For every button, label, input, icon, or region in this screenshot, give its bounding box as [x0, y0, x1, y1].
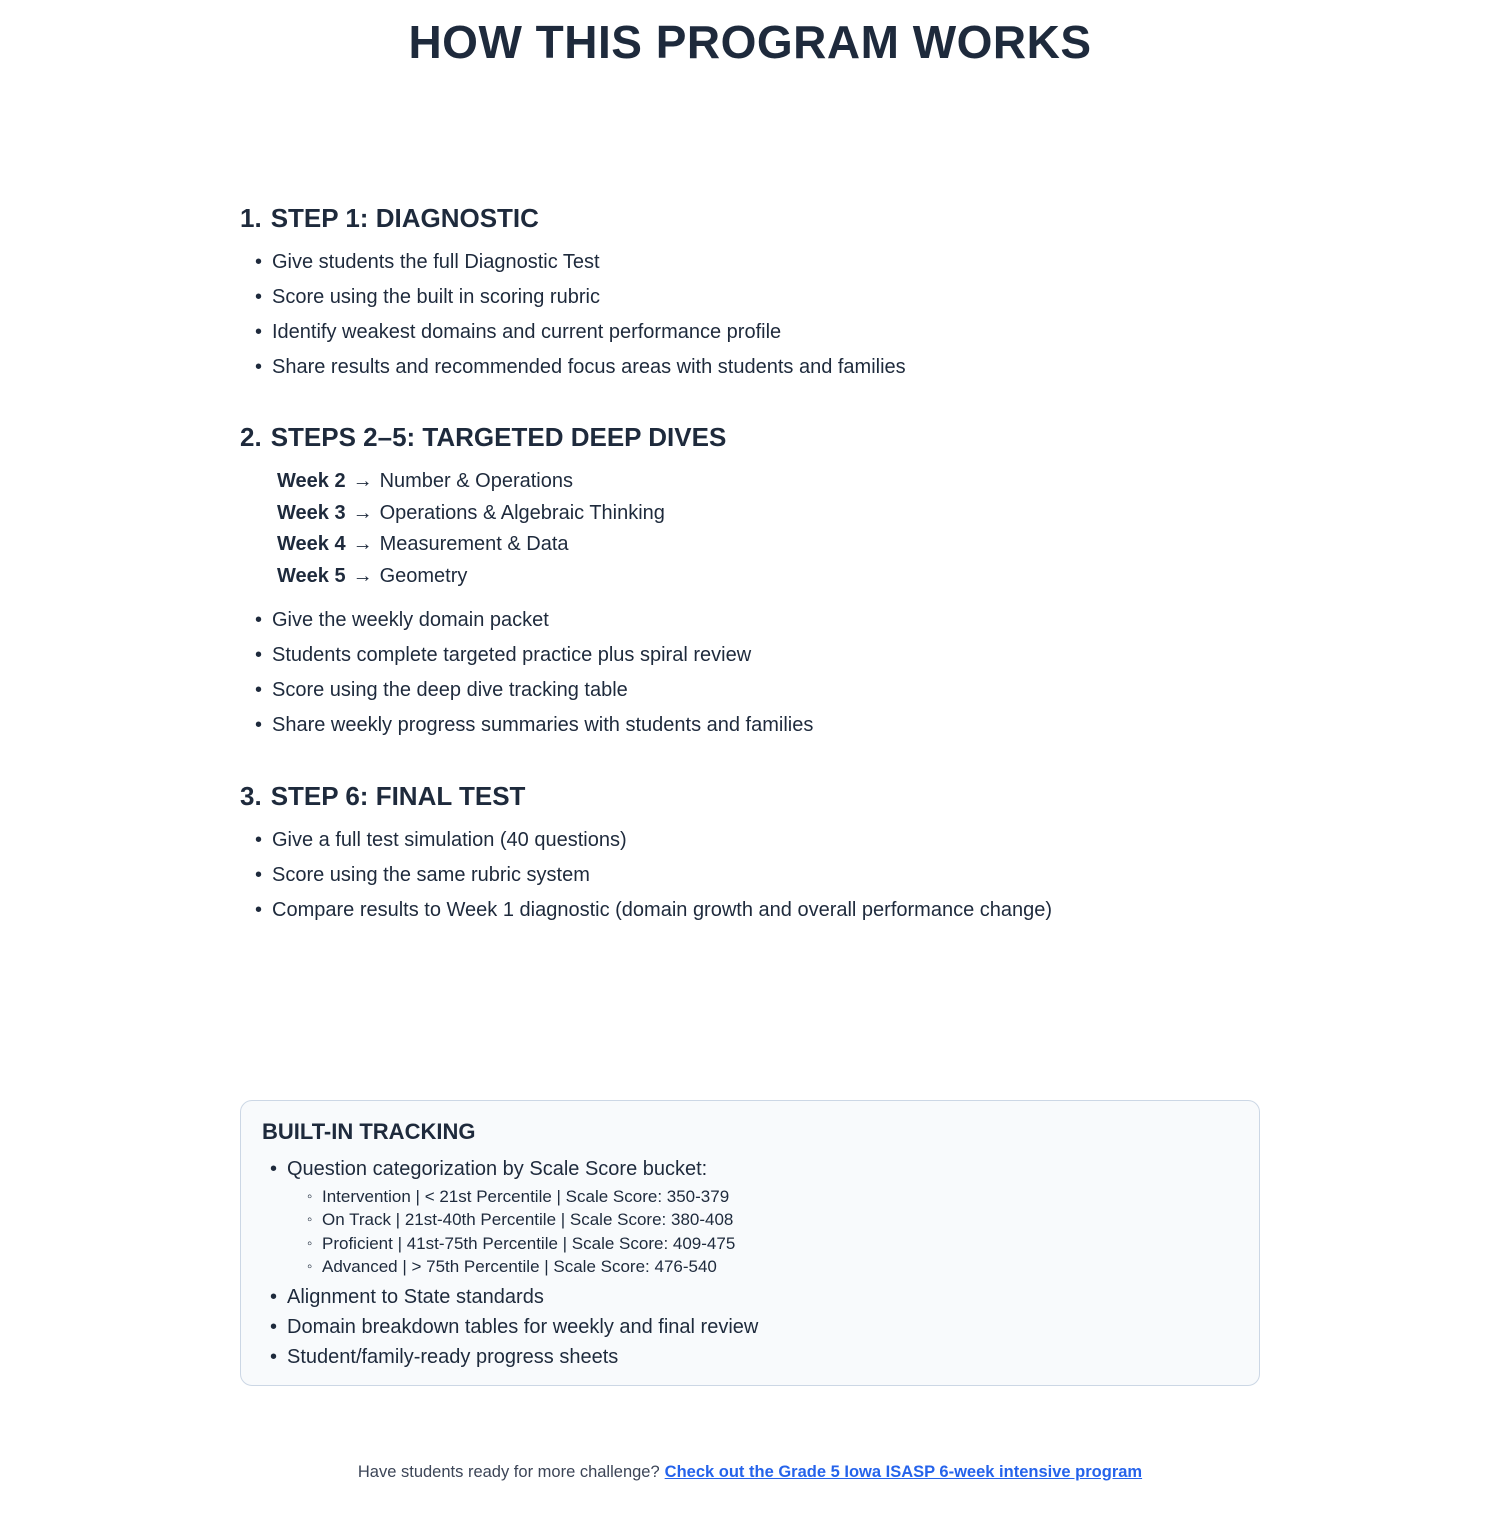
section-number: 2.: [240, 422, 262, 452]
section-heading-label: STEP 6: FINAL TEST: [270, 781, 526, 811]
week-label: Week 3: [277, 501, 346, 524]
section-steps-2-5-deep-dives: [240, 421, 1260, 743]
list-item: • Score using the deep dive tracking table: [255, 673, 1260, 708]
week-topic: Measurement & Data: [379, 533, 569, 555]
section-step-6-final-test: [240, 780, 1260, 928]
list-item: • Give students the full Diagnostic Test: [255, 245, 1260, 280]
arrow-right-icon: →: [352, 533, 373, 555]
list-item: • Student/family-ready progress sheets: [270, 1342, 1235, 1372]
bullet-list: [240, 603, 1260, 743]
section-step-1-diagnostic: [240, 202, 1260, 385]
week-label: Week 5: [277, 564, 346, 587]
section-heading: [240, 202, 1260, 234]
list-item: • Give the weekly domain packet: [255, 603, 1260, 638]
section-heading: [240, 421, 1260, 453]
week-label: Week 4: [277, 533, 346, 555]
list-item: • Give a full test simulation (40 questions): [255, 823, 1260, 858]
bucket-intro: Question categorization by Scale Score bucket:: [287, 1158, 708, 1180]
list-item: • Students complete targeted practice plus spiral review: [255, 638, 1260, 673]
list-item: • Share results and recommended focus areas with students and families: [255, 350, 1260, 385]
week-topic: Operations & Algebraic Thinking: [379, 501, 665, 524]
list-item: • Compare results to Week 1 diagnostic (domain growth and overall performance change): [255, 893, 1260, 928]
week-row: [277, 561, 1260, 593]
list-item: • Domain breakdown tables for weekly and final review: [270, 1312, 1235, 1342]
footer-prompt-text: Have students ready for more challenge?: [357, 1462, 660, 1481]
week-schedule: [277, 466, 1260, 592]
bullet-list: [240, 245, 1260, 385]
list-item: • Score using the built in scoring rubric: [255, 280, 1260, 315]
section-heading: [240, 780, 1260, 812]
score-bucket-item: ◦ Intervention | < 21st Percentile | Scale Score: 350-379: [307, 1185, 1235, 1208]
week-row: [277, 529, 1260, 561]
bullet-list: [240, 823, 1260, 928]
score-bucket-list: [287, 1185, 1235, 1279]
tracking-panel-heading: BUILT-IN TRACKING: [262, 1119, 476, 1144]
main-content: [240, 202, 1260, 928]
page-title: HOW THIS PROGRAM WORKS: [408, 16, 1092, 68]
arrow-right-icon: →: [352, 564, 373, 587]
week-topic: Number & Operations: [379, 470, 573, 492]
week-row: [277, 498, 1260, 530]
built-in-tracking-panel: [240, 1100, 1260, 1386]
section-heading-label: STEPS 2–5: TARGETED DEEP DIVES: [270, 422, 727, 452]
score-bucket-item: ◦ On Track | 21st-40th Percentile | Scale Score: 380-408: [307, 1208, 1235, 1231]
section-heading-label: STEP 1: DIAGNOSTIC: [270, 203, 539, 233]
tracking-list: [262, 1154, 1235, 1372]
week-topic: Geometry: [379, 564, 468, 587]
section-number: 1.: [240, 203, 262, 233]
section-number: 3.: [240, 781, 262, 811]
list-item: • Score using the same rubric system: [255, 858, 1260, 893]
list-item: • Share weekly progress summaries with students and families: [255, 708, 1260, 743]
week-label: Week 2: [277, 470, 346, 492]
score-bucket-item: ◦ Proficient | 41st-75th Percentile | Scale Score: 409-475: [307, 1232, 1235, 1255]
list-item: [270, 1154, 1235, 1279]
week-row: [277, 466, 1260, 498]
score-bucket-item: ◦ Advanced | > 75th Percentile | Scale Score: 476-540: [307, 1255, 1235, 1278]
arrow-right-icon: →: [352, 470, 373, 492]
list-item: • Identify weakest domains and current performance profile: [255, 315, 1260, 350]
footer: [0, 1462, 1500, 1483]
arrow-right-icon: →: [352, 501, 373, 524]
intensive-program-link[interactable]: Check out the Grade 5 Iowa ISASP 6-week intensive program: [664, 1462, 1143, 1481]
list-item: • Alignment to State standards: [270, 1282, 1235, 1312]
